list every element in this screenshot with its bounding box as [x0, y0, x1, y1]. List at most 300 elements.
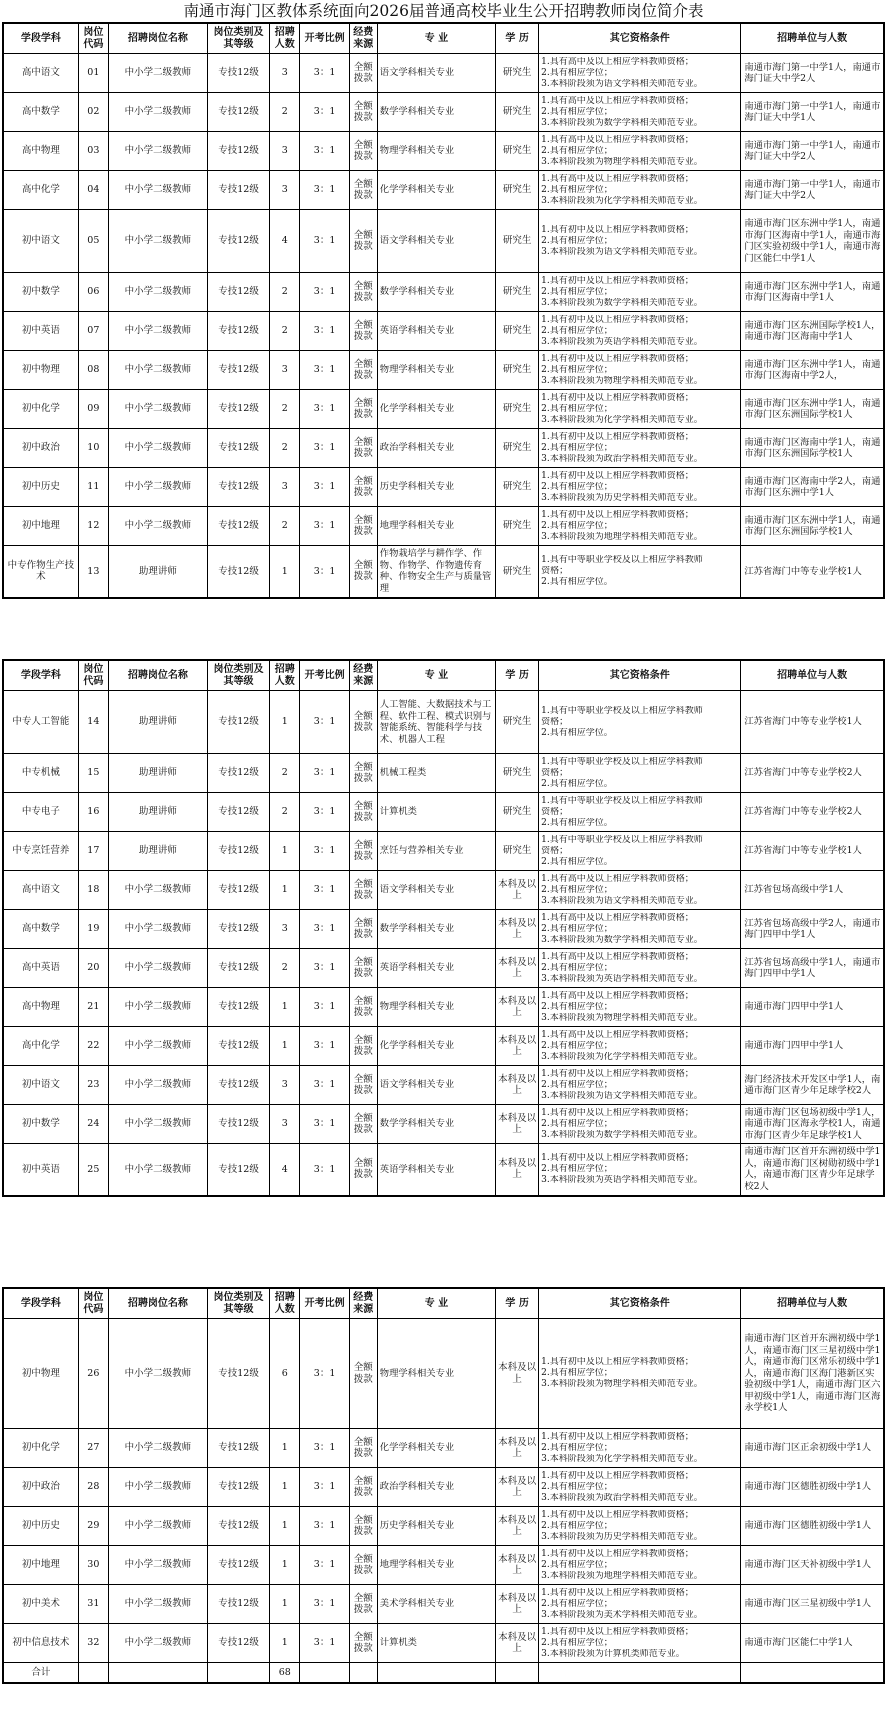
column-header: 其它资格条件 [539, 660, 741, 691]
position-name-cell: 中小学二级教师 [108, 1027, 207, 1066]
education-cell: 研究生 [496, 171, 539, 210]
funding-cell: 全额拨款 [349, 1066, 377, 1105]
ratio-cell: 3：1 [300, 429, 349, 468]
ratio-cell: 3：1 [300, 390, 349, 429]
ratio-cell: 3：1 [300, 273, 349, 312]
subject-cell: 中专作物生产技术 [3, 546, 78, 598]
position-name-cell: 中小学二级教师 [108, 429, 207, 468]
table-row [3, 429, 884, 468]
requirements-cell [539, 312, 741, 351]
education-cell: 研究生 [496, 507, 539, 546]
headcount-cell: 1 [270, 1585, 300, 1624]
code-cell: 11 [78, 468, 108, 507]
unit-cell: 江苏省包场高级中学1人，南通市海门四甲中学1人 [741, 949, 884, 988]
headcount-cell: 1 [270, 1027, 300, 1066]
requirement-line: 资格； [541, 806, 569, 817]
education-cell: 本科及以上 [496, 988, 539, 1027]
table-row [3, 910, 884, 949]
requirement-line: 1.具有初中及以上相应学科教师资格； [541, 509, 694, 520]
requirement-line: 3.本科阶段须为计算机类师范专业。 [541, 1648, 685, 1659]
unit-cell: 南通市海门区能仁中学1人 [741, 1624, 884, 1663]
ratio-cell: 3：1 [300, 312, 349, 351]
code-cell: 13 [78, 546, 108, 598]
category-cell: 专技12级 [207, 1507, 269, 1546]
category-cell: 专技12级 [207, 1429, 269, 1468]
funding-cell: 全额拨款 [349, 1027, 377, 1066]
funding-cell: 全额拨款 [349, 507, 377, 546]
subject-cell: 初中历史 [3, 468, 78, 507]
subject-cell: 初中物理 [3, 1319, 78, 1429]
unit-cell: 南通市海门区东洲国际学校1人，南通市海门区海南中学1人 [741, 312, 884, 351]
subject-cell: 高中英语 [3, 949, 78, 988]
table-row [3, 312, 884, 351]
subject-cell: 初中数学 [3, 1105, 78, 1144]
funding-cell: 全额拨款 [349, 312, 377, 351]
funding-cell: 全额拨款 [349, 351, 377, 390]
major-cell: 语文学科相关专业 [377, 1066, 495, 1105]
position-name-cell: 中小学二级教师 [108, 1066, 207, 1105]
ratio-cell: 3：1 [300, 1319, 349, 1429]
requirement-line: 1.具有初中及以上相应学科教师资格； [541, 1431, 694, 1442]
code-cell: 16 [78, 793, 108, 832]
requirement-line: 2.具有相应学位； [541, 1598, 613, 1609]
requirement-line: 1.具有中等职业学校及以上相应学科教师 [541, 795, 703, 806]
ratio-cell: 3：1 [300, 54, 349, 93]
code-cell: 32 [78, 1624, 108, 1663]
requirement-line: 1.具有中等职业学校及以上相应学科教师 [541, 834, 703, 845]
requirement-line: 3.本科阶段须为语文学科相关师范专业。 [541, 895, 703, 906]
major-cell: 数学学科相关专业 [377, 910, 495, 949]
column-header: 其它资格条件 [539, 23, 741, 54]
funding-cell: 全额拨款 [349, 949, 377, 988]
ratio-cell: 3：1 [300, 1105, 349, 1144]
requirement-line: 1.具有初中及以上相应学科教师资格； [541, 1357, 694, 1367]
code-cell: 08 [78, 351, 108, 390]
table-row [3, 832, 884, 871]
funding-cell: 全额拨款 [349, 468, 377, 507]
code-cell: 06 [78, 273, 108, 312]
funding-cell: 全额拨款 [349, 1105, 377, 1144]
column-header: 招聘人数 [270, 23, 300, 54]
funding-cell: 全额拨款 [349, 1429, 377, 1468]
requirement-line: 1.具有初中及以上相应学科教师资格； [541, 1548, 694, 1559]
category-cell: 专技12级 [207, 171, 269, 210]
table-row [3, 1624, 884, 1663]
code-cell: 19 [78, 910, 108, 949]
job-table-part-1 [2, 22, 885, 599]
requirement-line: 2.具有相应学位； [541, 1040, 613, 1051]
unit-cell: 南通市海门区海南中学1人，南通市海门区东洲国际学校1人 [741, 429, 884, 468]
requirement-line: 3.本科阶段须为历史学科相关师范专业。 [541, 492, 703, 503]
requirements-cell [539, 1066, 741, 1105]
position-name-cell: 中小学二级教师 [108, 1546, 207, 1585]
ratio-cell: 3：1 [300, 691, 349, 754]
headcount-cell: 1 [270, 691, 300, 754]
code-cell: 30 [78, 1546, 108, 1585]
ratio-cell: 3：1 [300, 1066, 349, 1105]
code-cell: 24 [78, 1105, 108, 1144]
category-cell: 专技12级 [207, 910, 269, 949]
table-row [3, 988, 884, 1027]
column-header: 岗位类别及其等级 [207, 1288, 269, 1319]
major-cell: 化学学科相关专业 [377, 390, 495, 429]
headcount-cell: 1 [270, 1546, 300, 1585]
major-cell: 物理学科相关专业 [377, 132, 495, 171]
column-header: 学 历 [496, 1288, 539, 1319]
unit-cell: 南通市海门第一中学1人，南通市海门证大中学2人 [741, 54, 884, 93]
table-row [3, 1507, 884, 1546]
empty-cell [207, 1663, 269, 1684]
ratio-cell: 3：1 [300, 1507, 349, 1546]
requirement-line: 2.具有相应学位； [541, 1637, 613, 1648]
subject-cell: 高中语文 [3, 871, 78, 910]
major-cell: 语文学科相关专业 [377, 54, 495, 93]
unit-cell: 江苏省海门中等专业学校2人 [741, 754, 884, 793]
requirement-line: 1.具有初中及以上相应学科教师资格； [541, 353, 694, 364]
funding-cell: 全额拨款 [349, 1144, 377, 1196]
empty-cell [300, 1663, 349, 1684]
requirement-line: 资格； [541, 845, 569, 856]
education-cell: 研究生 [496, 754, 539, 793]
requirement-line: 2.具有相应学位； [541, 962, 613, 973]
code-cell: 15 [78, 754, 108, 793]
table-row [3, 351, 884, 390]
requirement-line: 3.本科阶段须为美术学科相关师范专业。 [541, 1609, 703, 1620]
requirement-line: 1.具有初中及以上相应学科教师资格； [541, 470, 694, 481]
ratio-cell: 3：1 [300, 546, 349, 598]
requirement-line: 1.具有初中及以上相应学科教师资格； [541, 1509, 694, 1520]
education-cell: 本科及以上 [496, 1546, 539, 1585]
education-cell: 研究生 [496, 93, 539, 132]
table-row [3, 691, 884, 754]
requirement-line: 2.具有相应学位； [541, 286, 613, 297]
subject-cell: 高中物理 [3, 132, 78, 171]
header-row [3, 660, 884, 691]
empty-cell [496, 1663, 539, 1684]
subject-cell: 初中政治 [3, 1468, 78, 1507]
major-cell: 地理学科相关专业 [377, 1546, 495, 1585]
table-row [3, 1066, 884, 1105]
position-name-cell: 中小学二级教师 [108, 210, 207, 273]
unit-cell: 南通市海门四甲中学1人 [741, 988, 884, 1027]
table-row [3, 793, 884, 832]
table-row [3, 1468, 884, 1507]
requirements-cell [539, 754, 741, 793]
job-table-part-2 [2, 659, 885, 1197]
empty-cell [539, 1663, 741, 1684]
header-row [3, 23, 884, 54]
funding-cell: 全额拨款 [349, 793, 377, 832]
headcount-cell: 2 [270, 93, 300, 132]
column-header: 招聘岗位名称 [108, 1288, 207, 1319]
category-cell: 专技12级 [207, 754, 269, 793]
requirement-line: 1.具有初中及以上相应学科教师资格； [541, 314, 694, 325]
requirement-line: 3.本科阶段须为地理学科相关师范专业。 [541, 531, 703, 542]
category-cell: 专技12级 [207, 949, 269, 988]
subject-cell: 高中数学 [3, 910, 78, 949]
requirements-cell [539, 1105, 741, 1144]
funding-cell: 全额拨款 [349, 93, 377, 132]
requirement-line: 1.具有初中及以上相应学科教师资格； [541, 275, 694, 286]
requirement-line: 3.本科阶段须为化学学科相关师范专业。 [541, 195, 703, 206]
table-row [3, 1585, 884, 1624]
position-name-cell: 中小学二级教师 [108, 54, 207, 93]
requirement-line: 3.本科阶段须为物理学科相关师范专业。 [541, 375, 703, 386]
code-cell: 07 [78, 312, 108, 351]
table-row [3, 171, 884, 210]
headcount-cell: 3 [270, 171, 300, 210]
requirement-line: 2.具有相应学位； [541, 1520, 613, 1531]
code-cell: 03 [78, 132, 108, 171]
education-cell: 本科及以上 [496, 1066, 539, 1105]
major-cell: 历史学科相关专业 [377, 1507, 495, 1546]
education-cell: 本科及以上 [496, 1144, 539, 1196]
position-name-cell: 助理讲师 [108, 793, 207, 832]
major-cell: 物理学科相关专业 [377, 1319, 495, 1429]
headcount-cell: 2 [270, 507, 300, 546]
major-cell: 物理学科相关专业 [377, 988, 495, 1027]
requirements-cell [539, 273, 741, 312]
funding-cell: 全额拨款 [349, 1468, 377, 1507]
requirement-line: 1.具有中等职业学校及以上相应学科教师 [541, 554, 703, 565]
table-row [3, 1429, 884, 1468]
requirement-line: 1.具有高中及以上相应学科教师资格； [541, 951, 694, 962]
requirements-cell [539, 546, 741, 598]
code-cell: 29 [78, 1507, 108, 1546]
funding-cell: 全额拨款 [349, 1585, 377, 1624]
position-name-cell: 中小学二级教师 [108, 1144, 207, 1196]
column-header: 学 历 [496, 660, 539, 691]
education-cell: 研究生 [496, 691, 539, 754]
requirement-line: 2.具有相应学位。 [541, 727, 613, 738]
subject-cell: 初中化学 [3, 1429, 78, 1468]
requirements-cell [539, 1507, 741, 1546]
position-name-cell: 中小学二级教师 [108, 507, 207, 546]
table-row [3, 507, 884, 546]
requirements-cell [539, 1144, 741, 1196]
requirement-line: 3.本科阶段须为地理学科相关师范专业。 [541, 1570, 703, 1581]
requirement-line: 1.具有高中及以上相应学科教师资格； [541, 912, 694, 923]
requirement-line: 资格； [541, 767, 569, 778]
position-name-cell: 助理讲师 [108, 546, 207, 598]
requirement-line: 3.本科阶段须为语文学科相关师范专业。 [541, 246, 703, 257]
funding-cell: 全额拨款 [349, 1319, 377, 1429]
subject-cell: 初中英语 [3, 1144, 78, 1196]
column-header: 学段学科 [3, 660, 78, 691]
code-cell: 23 [78, 1066, 108, 1105]
category-cell: 专技12级 [207, 1624, 269, 1663]
major-cell: 美术学科相关专业 [377, 1585, 495, 1624]
unit-cell: 南通市海门区首开东洲初级中学1人，南通市海门区三星初级中学1人，南通市海门区常乐初级中学1人，南通市海门区海门港新区实验初级中学1人，南通市海门区六甲初级中学1人，南通市海门区海永学校1人 [741, 1319, 884, 1429]
unit-cell: 南通市海门第一中学1人，南通市海门证大中学2人 [741, 132, 884, 171]
unit-cell: 江苏省海门中等专业学校1人 [741, 546, 884, 598]
subject-cell: 中专烹饪营养 [3, 832, 78, 871]
education-cell: 本科及以上 [496, 871, 539, 910]
requirement-line: 1.具有初中及以上相应学科教师资格； [541, 1626, 694, 1637]
table-row [3, 1144, 884, 1196]
requirement-line: 1.具有高中及以上相应学科教师资格； [541, 95, 694, 106]
education-cell: 本科及以上 [496, 1429, 539, 1468]
requirements-cell [539, 793, 741, 832]
code-cell: 14 [78, 691, 108, 754]
ratio-cell: 3：1 [300, 93, 349, 132]
headcount-cell: 3 [270, 1066, 300, 1105]
headcount-cell: 1 [270, 546, 300, 598]
headcount-cell: 2 [270, 273, 300, 312]
requirements-cell [539, 429, 741, 468]
requirement-line: 2.具有相应学位； [541, 1118, 613, 1129]
requirement-line: 1.具有中等职业学校及以上相应学科教师 [541, 756, 703, 767]
requirements-cell [539, 1468, 741, 1507]
headcount-cell: 4 [270, 1144, 300, 1196]
headcount-cell: 4 [270, 210, 300, 273]
position-name-cell: 中小学二级教师 [108, 1468, 207, 1507]
requirement-line: 3.本科阶段须为语文学科相关师范专业。 [541, 78, 703, 89]
funding-cell: 全额拨款 [349, 171, 377, 210]
requirement-line: 1.具有初中及以上相应学科教师资格； [541, 1107, 694, 1118]
funding-cell: 全额拨款 [349, 132, 377, 171]
subject-cell: 中专电子 [3, 793, 78, 832]
code-cell: 25 [78, 1144, 108, 1196]
position-name-cell: 中小学二级教师 [108, 1105, 207, 1144]
subject-cell: 中专人工智能 [3, 691, 78, 754]
table-row [3, 54, 884, 93]
table-row [3, 1546, 884, 1585]
unit-cell: 南通市海门区德胜初级中学1人 [741, 1468, 884, 1507]
requirements-cell [539, 1319, 741, 1429]
requirement-line: 1.具有高中及以上相应学科教师资格； [541, 173, 694, 184]
column-header: 经费来源 [349, 660, 377, 691]
ratio-cell: 3：1 [300, 210, 349, 273]
unit-cell: 南通市海门区首开东洲初级中学1人，南通市海门区树勋初级中学1人，南通市海门区青少年足球学校2人 [741, 1144, 884, 1196]
position-name-cell: 中小学二级教师 [108, 312, 207, 351]
requirement-line: 3.本科阶段须为数学学科相关师范专业。 [541, 1129, 703, 1140]
table-row [3, 468, 884, 507]
empty-cell [108, 1663, 207, 1684]
requirement-line: 2.具有相应学位。 [541, 856, 613, 867]
position-name-cell: 助理讲师 [108, 754, 207, 793]
subject-cell: 初中语文 [3, 1066, 78, 1105]
major-cell: 物理学科相关专业 [377, 351, 495, 390]
requirement-line: 1.具有初中及以上相应学科教师资格； [541, 224, 694, 235]
unit-cell: 南通市海门区东洲中学1人，南通市海门区东洲国际学校1人 [741, 507, 884, 546]
major-cell: 语文学科相关专业 [377, 871, 495, 910]
position-name-cell: 中小学二级教师 [108, 949, 207, 988]
category-cell: 专技12级 [207, 468, 269, 507]
page-title: 南通市海门区教体系统面向2026届普通高校毕业生公开招聘教师岗位简介表 [183, 2, 704, 20]
requirement-line: 2.具有相应学位； [541, 923, 613, 934]
category-cell: 专技12级 [207, 1105, 269, 1144]
funding-cell: 全额拨款 [349, 210, 377, 273]
major-cell: 数学学科相关专业 [377, 1105, 495, 1144]
code-cell: 17 [78, 832, 108, 871]
unit-cell: 江苏省海门中等专业学校1人 [741, 691, 884, 754]
position-name-cell: 中小学二级教师 [108, 1319, 207, 1429]
funding-cell: 全额拨款 [349, 832, 377, 871]
requirement-line: 2.具有相应学位； [541, 1481, 613, 1492]
unit-cell: 南通市海门区东洲中学1人，南通市海门区海南中学1人 [741, 273, 884, 312]
code-cell: 20 [78, 949, 108, 988]
ratio-cell: 3：1 [300, 1546, 349, 1585]
requirement-line: 2.具有相应学位； [541, 1163, 613, 1174]
requirement-line: 1.具有初中及以上相应学科教师资格； [541, 1587, 694, 1598]
column-header: 招聘人数 [270, 660, 300, 691]
unit-cell: 南通市海门区东洲中学1人，南通市海门区东洲国际学校1人 [741, 390, 884, 429]
education-cell: 本科及以上 [496, 1507, 539, 1546]
ratio-cell: 3：1 [300, 132, 349, 171]
major-cell: 英语学科相关专业 [377, 1144, 495, 1196]
headcount-cell: 2 [270, 793, 300, 832]
requirement-line: 3.本科阶段须为物理学科相关师范专业。 [541, 1379, 703, 1389]
ratio-cell: 3：1 [300, 351, 349, 390]
requirement-line: 2.具有相应学位； [541, 403, 613, 414]
requirement-line: 3.本科阶段须为历史学科相关师范专业。 [541, 1531, 703, 1542]
requirement-line: 2.具有相应学位； [541, 442, 613, 453]
requirement-line: 2.具有相应学位； [541, 884, 613, 895]
category-cell: 专技12级 [207, 691, 269, 754]
requirements-cell [539, 910, 741, 949]
position-name-cell: 中小学二级教师 [108, 93, 207, 132]
major-cell: 作物栽培学与耕作学、作物、作物学、作物遗传育种、作物安全生产与质量管理 [377, 546, 495, 598]
headcount-cell: 3 [270, 54, 300, 93]
major-cell: 机械工程类 [377, 754, 495, 793]
table-row [3, 273, 884, 312]
education-cell: 本科及以上 [496, 1468, 539, 1507]
column-header: 专 业 [377, 23, 495, 54]
column-header: 岗位代码 [78, 660, 108, 691]
ratio-cell: 3：1 [300, 793, 349, 832]
education-cell: 本科及以上 [496, 1105, 539, 1144]
category-cell: 专技12级 [207, 1319, 269, 1429]
education-cell: 研究生 [496, 832, 539, 871]
category-cell: 专技12级 [207, 793, 269, 832]
funding-cell: 全额拨款 [349, 273, 377, 312]
table-row [3, 132, 884, 171]
major-cell: 计算机类 [377, 1624, 495, 1663]
unit-cell: 海门经济技术开发区中学1人，南通市海门区青少年足球学校2人 [741, 1066, 884, 1105]
requirement-line: 2.具有相应学位； [541, 145, 613, 156]
unit-cell: 江苏省海门中等专业学校1人 [741, 832, 884, 871]
headcount-cell: 1 [270, 988, 300, 1027]
ratio-cell: 3：1 [300, 1144, 349, 1196]
column-header: 开考比例 [300, 1288, 349, 1319]
code-cell: 31 [78, 1585, 108, 1624]
funding-cell: 全额拨款 [349, 390, 377, 429]
unit-cell: 南通市海门区东洲中学1人，南通市海门区海南中学2人， [741, 351, 884, 390]
code-cell: 04 [78, 171, 108, 210]
total-label: 合计 [3, 1663, 78, 1684]
major-cell: 数学学科相关专业 [377, 273, 495, 312]
major-cell: 政治学科相关专业 [377, 429, 495, 468]
requirements-cell [539, 468, 741, 507]
subject-cell: 中专机械 [3, 754, 78, 793]
unit-cell: 江苏省包场高级中学2人，南通市海门四甲中学1人 [741, 910, 884, 949]
funding-cell: 全额拨款 [349, 429, 377, 468]
requirement-line: 2.具有相应学位； [541, 481, 613, 492]
position-name-cell: 助理讲师 [108, 691, 207, 754]
requirements-cell [539, 390, 741, 429]
unit-cell: 南通市海门区东洲中学1人，南通市海门区海南中学1人，南通市海门区实验初级中学1人，南通市海门区能仁中学1人 [741, 210, 884, 273]
unit-cell: 南通市海门区天补初级中学1人 [741, 1546, 884, 1585]
column-header: 岗位类别及其等级 [207, 23, 269, 54]
job-table-part-3 [2, 1287, 885, 1684]
requirement-line: 3.本科阶段须为数学学科相关师范专业。 [541, 117, 703, 128]
headcount-cell: 3 [270, 910, 300, 949]
funding-cell: 全额拨款 [349, 54, 377, 93]
subject-cell: 初中美术 [3, 1585, 78, 1624]
requirement-line: 1.具有初中及以上相应学科教师资格； [541, 392, 694, 403]
column-header: 其它资格条件 [539, 1288, 741, 1319]
